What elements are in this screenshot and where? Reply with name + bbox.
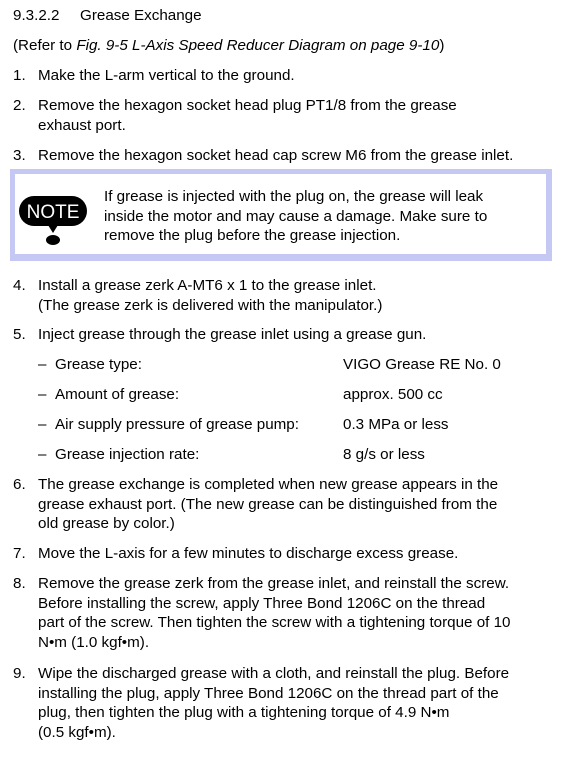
note-text: If grease is injected with the plug on, the grease will leak inside the motor and may cause a damage. Make sure to remove the plug before the grease injection. bbox=[104, 188, 488, 244]
spec-row bbox=[38, 355, 558, 375]
step-number: 3. bbox=[13, 147, 26, 164]
spec-value: 0.3 MPa or less bbox=[343, 416, 449, 433]
step-text: Inject grease through the grease inlet using a grease gun. bbox=[38, 326, 427, 343]
note-icon-label: NOTE bbox=[26, 202, 80, 223]
spec-dash: – bbox=[38, 386, 47, 403]
step-text: Move the L-axis for a few minutes to discharge excess grease. bbox=[38, 545, 459, 562]
spec-row bbox=[38, 385, 558, 405]
spec-label: Amount of grease: bbox=[55, 386, 180, 403]
spec-value: VIGO Grease RE No. 0 bbox=[343, 356, 501, 373]
spec-label: Grease type: bbox=[55, 356, 142, 373]
step-number: 7. bbox=[13, 545, 26, 562]
step-number: 1. bbox=[13, 67, 26, 84]
step-text: Remove the hexagon socket head plug PT1/8 from the grease exhaust port. bbox=[38, 97, 457, 134]
section-title: Grease Exchange bbox=[80, 7, 202, 24]
step-text: Wipe the discharged grease with a cloth, and reinstall the plug. Before installing the plug, apply Three Bond 1206C on the thread part of the plug, then tighten the plug with a tightening torque of 4.9 N•m (0.5 kgf•m). bbox=[38, 665, 510, 741]
spec-dash: – bbox=[38, 356, 47, 373]
step-number: 5. bbox=[13, 326, 26, 343]
step-number: 9. bbox=[13, 665, 26, 682]
step-number: 4. bbox=[13, 277, 26, 294]
spec-label: Grease injection rate: bbox=[55, 446, 200, 463]
note-icon bbox=[18, 195, 88, 247]
spec-value: 8 g/s or less bbox=[343, 446, 425, 463]
step-number: 6. bbox=[13, 476, 26, 493]
reference-suffix: ) bbox=[439, 37, 445, 54]
step-text: Remove the grease zerk from the grease inlet, and reinstall the screw. Before installing the screw, apply Three Bond 1206C on the thread part of the screw. Then tighten the screw with a tightening torque of 10 N•m (1.0 kgf•m). bbox=[38, 575, 511, 651]
spec-dash: – bbox=[38, 446, 47, 463]
step-text: Remove the hexagon socket head cap screw M6 from the grease inlet. bbox=[38, 147, 514, 164]
figure-reference bbox=[13, 36, 444, 56]
step-text: Make the L-arm vertical to the ground. bbox=[38, 67, 295, 84]
section-number: 9.3.2.2 bbox=[13, 7, 60, 24]
spec-label: Air supply pressure of grease pump: bbox=[55, 416, 299, 433]
reference-link[interactable]: Fig. 9-5 L-Axis Speed Reducer Diagram on page 9-10 bbox=[76, 37, 440, 54]
step-text: The grease exchange is completed when new grease appears in the grease exhaust port. (The new grease can be distinguished from the old grease by color.) bbox=[38, 476, 499, 532]
spec-dash: – bbox=[38, 416, 47, 433]
spec-row bbox=[38, 415, 558, 435]
step-number: 8. bbox=[13, 575, 26, 592]
step-number: 2. bbox=[13, 97, 26, 114]
spec-row bbox=[38, 445, 558, 465]
reference-prefix: (Refer to bbox=[13, 37, 77, 54]
step-text: Install a grease zerk A-MT6 x 1 to the grease inlet. (The grease zerk is delivered with the manipulator.) bbox=[38, 277, 383, 314]
spec-value: approx. 500 cc bbox=[343, 386, 443, 403]
